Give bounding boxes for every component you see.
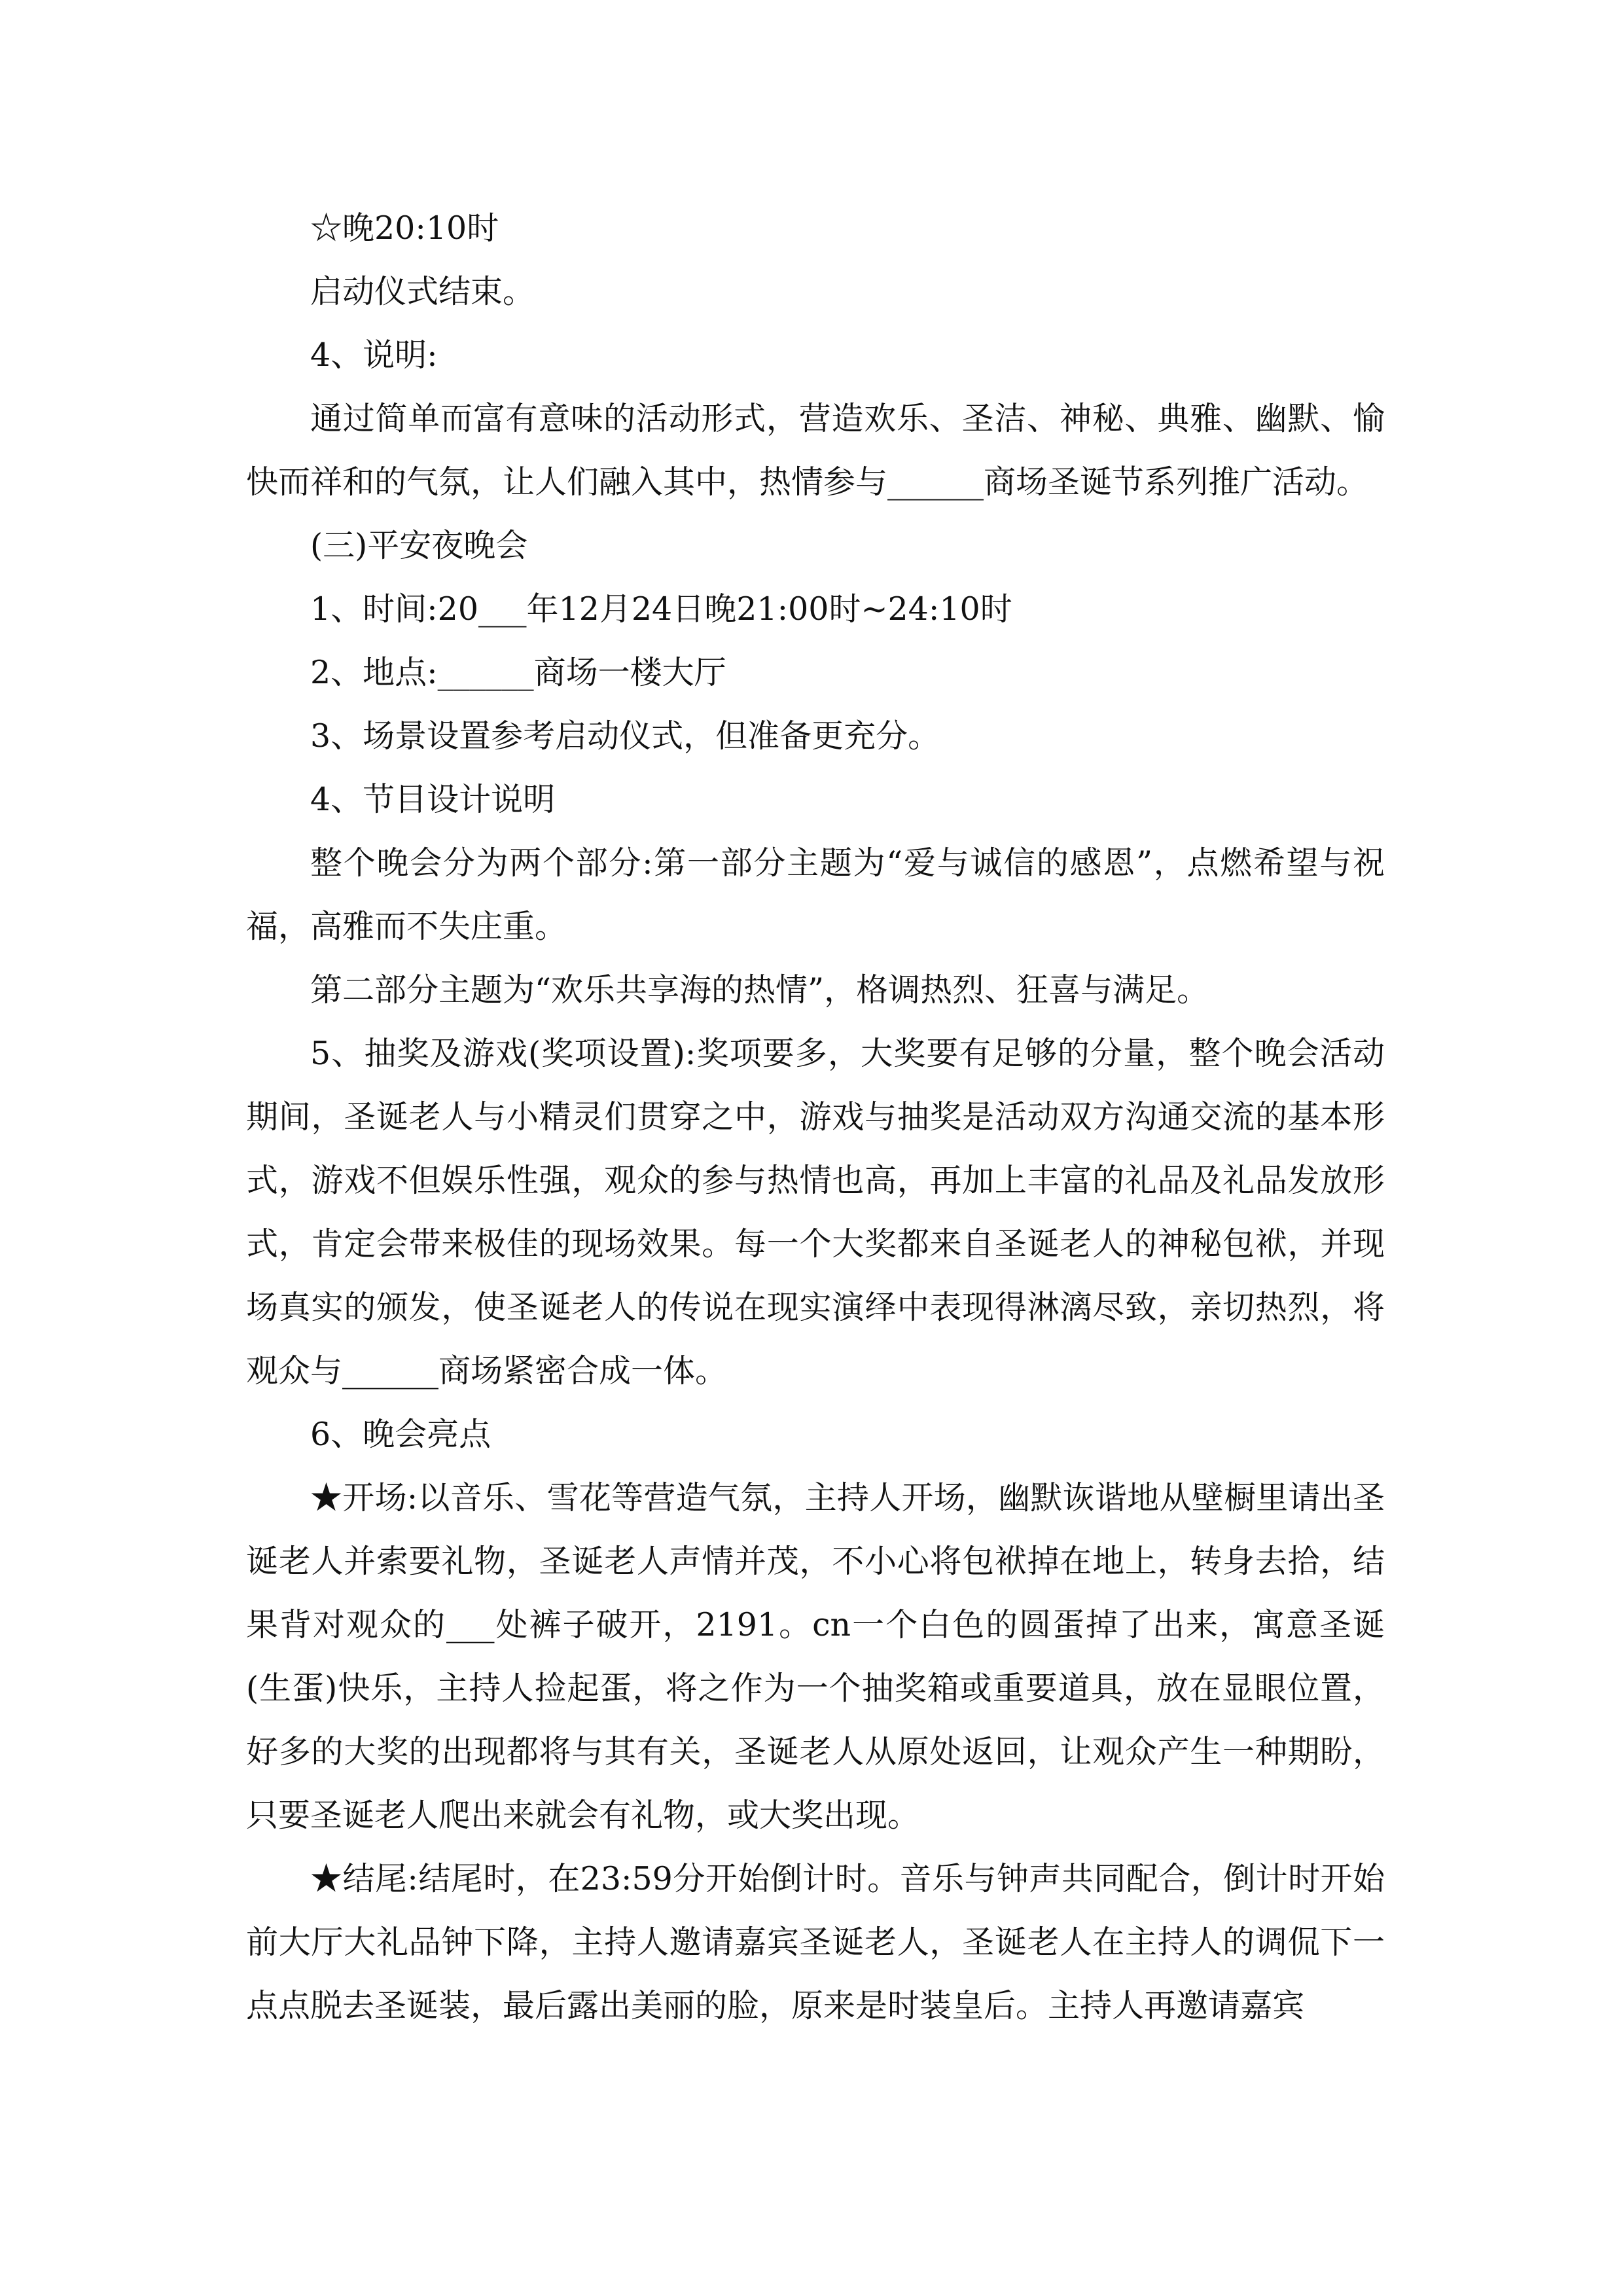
paragraph-opening: ★开场:以音乐、雪花等营造气氛，主持人开场，幽默诙谐地从壁橱里请出圣诞老人并索要礼物，圣诞老人声情并茂，不小心将包袱掉在地上，转身去拾，结果背对观众的___处裤子破开，2191。cn一个白色的圆蛋掉了出来，寓意圣诞(生蛋)快乐，主持人捡起蛋，将之作为一个抽奖箱或重要道具，放在显眼位置，好多的大奖的出现都将与其有关，圣诞老人从原处返回，让观众产生一种期盼，只要圣诞老人爬出来就会有礼物，或大奖出现。	[246, 1479, 1385, 1834]
paragraph-ending: ★结尾:结尾时，在23:59分开始倒计时。音乐与钟声共同配合，倒计时开始前大厅大礼品钟下降，主持人邀请嘉宾圣诞老人，圣诞老人在主持人的调侃下一点点脱去圣诞装，最后露出美丽的脸，原来是时装皇后。主持人再邀请嘉宾	[246, 1860, 1385, 2024]
paragraph-time-2010: ☆晚20:10时	[310, 209, 499, 247]
section-heading-christmas-eve-party: (三)平安夜晚会	[310, 527, 528, 564]
heading-party-highlights: 6、晚会亮点	[310, 1416, 491, 1453]
paragraph-ceremony-end: 启动仪式结束。	[310, 273, 535, 310]
heading-4-explanation: 4、说明:	[310, 336, 438, 374]
paragraph-party-location: 2、地点:______商场一楼大厅	[310, 654, 726, 691]
paragraph-part-one: 整个晚会分为两个部分:第一部分主题为“爱与诚信的感恩”，点燃希望与祝福，高雅而不失庄重。	[246, 844, 1385, 945]
paragraph-lottery-games: 5、抽奖及游戏(奖项设置):奖项要多，大奖要有足够的分量，整个晚会活动期间，圣诞老人与小精灵们贯穿之中，游戏与抽奖是活动双方沟通交流的基本形式，游戏不但娱乐性强，观众的参与热情也高，再加上丰富的礼品及礼品发放形式，肯定会带来极佳的现场效果。每一个大奖都来自圣诞老人的神秘包袱，并现场真实的颁发，使圣诞老人的传说在现实演绎中表现得淋漓尽致，亲切热烈，将观众与______商场紧密合成一体。	[246, 1035, 1385, 1390]
paragraph-explanation: 通过简单而富有意味的活动形式，营造欢乐、圣洁、神秘、典雅、幽默、愉快而祥和的气氛，让人们融入其中，热情参与______商场圣诞节系列推广活动。	[246, 400, 1385, 501]
paragraph-part-two: 第二部分主题为“欢乐共享海的热情”，格调热烈、狂喜与满足。	[310, 971, 1209, 1009]
paragraph-party-time: 1、时间:20___年12月24日晚21:00时~24:10时	[310, 590, 1012, 628]
paragraph-scene-setup: 3、场景设置参考启动仪式，但准备更充分。	[310, 717, 940, 755]
document-body	[246, 196, 1385, 2037]
heading-program-design: 4、节目设计说明	[310, 781, 556, 818]
